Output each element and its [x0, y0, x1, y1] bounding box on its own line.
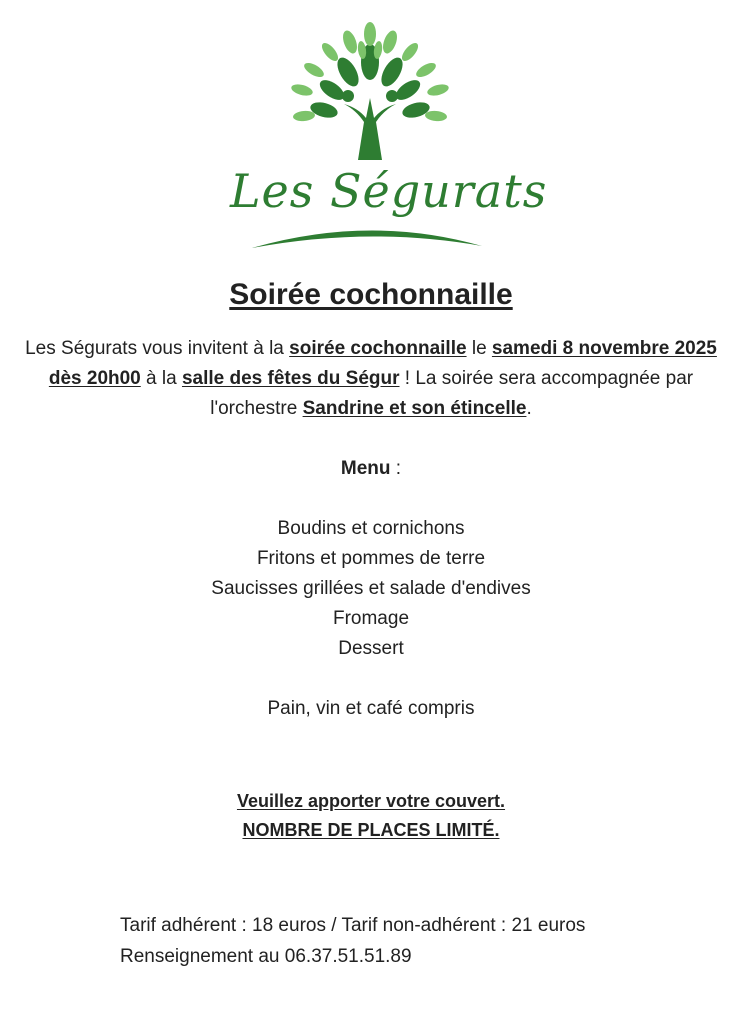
menu-item: Boudins et cornichons [277, 518, 465, 539]
menu-label-suffix: : [390, 458, 402, 479]
page-title: Soirée cochonnaille [229, 278, 513, 311]
menu-item: Fromage [332, 608, 410, 629]
menu-item: Saucisses grillées et salade d'endives [211, 578, 531, 599]
tree-logo-icon [230, 14, 548, 254]
intro-paragraph [14, 334, 728, 424]
intro-text-2: le [466, 338, 492, 359]
event-name: soirée cochonnaille [289, 338, 467, 359]
menu-label: Menu [340, 458, 391, 479]
menu-item: Fritons et pommes de terre [256, 548, 486, 569]
logo-name: Les Ségurats [230, 164, 548, 218]
event-date: samedi 8 novembre 2025 dès 20h00 [48, 338, 717, 389]
info-block [120, 910, 585, 972]
tarif-info: Tarif adhérent : 18 euros / Tarif non-adhérent : 21 euros [120, 915, 586, 936]
contact-info: Renseignement au 06.37.51.51.89 [120, 946, 412, 967]
logo [230, 14, 548, 254]
intro-text-5: . [526, 398, 532, 419]
intro-text-1: Les Ségurats vous invitent à la [25, 338, 290, 359]
intro-text-3: à la [140, 368, 182, 389]
menu-list [0, 514, 742, 664]
notice-couvert: Veuillez apporter votre couvert. [236, 791, 506, 811]
menu-included: Pain, vin et café compris [267, 698, 475, 719]
menu-item: Dessert [338, 638, 404, 659]
event-venue: salle des fêtes du Ségur [181, 368, 400, 389]
notice-places: NOMBRE DE PLACES LIMITÉ. [242, 820, 500, 840]
notice-block [0, 787, 742, 845]
event-band: Sandrine et son étincelle [302, 398, 527, 419]
intro-text-4: ! La soirée sera accompagnée par l'orchestre [210, 368, 694, 419]
menu-heading [0, 454, 742, 484]
